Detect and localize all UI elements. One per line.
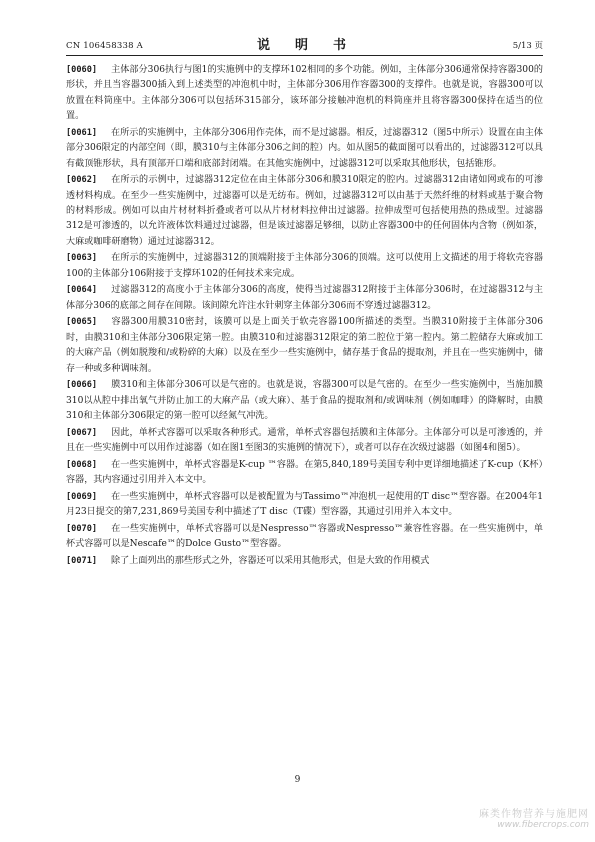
paragraph-text: 容器300用膜310密封，该膜可以是上面关于软壳容器100所描述的类型。当膜310附接于主体部分306时，由膜310和主体部分306限定第一腔。由膜310和过滤器312限定的第二腔位于第一腔内。第二腔储存大麻或加工的大麻产品（例如脱羧和/或粉碎的大麻）以及在至少一些实施例中，储存基于食品的提取剂，并且在一些实施例中，储存一种或多种调味剂。 [66,317,543,374]
paragraph-number: [0063] [66,253,98,264]
paragraph-text: 在所示的实施例中，过滤器312的顶端附接于主体部分306的顶端。这可以使用上文描述的用于将软壳容器100的主体部分106附接于支撑环102的任何技术来完成。 [66,253,543,279]
paragraph-number: [0061] [66,127,98,138]
document-body [66,63,543,570]
paragraph-text: 在所示的实施例中，主体部分306用作壳体，而不是过滤器。相反，过滤器312（图5中所示）设置在由主体部分306限定的内部空间（即，膜310与主体部分306之间的腔）内。如从图5的截面图可以看出的，过滤器312可以具有截顶锥形状，具有顶部开口端和底部封闭端。在其他实施例中，过滤器312可以采取其他形状，包括锥形。 [66,127,543,169]
paragraph-number: [0062] [66,175,98,186]
paragraph [66,63,543,125]
paragraph-text: 主体部分306执行与图1的实施例中的支撑环102相同的多个功能。例如，主体部分306通常保持容器300的形状，并且当容器300插入到上述类型的冲泡机中时，主体部分306用作容器300的支撑件。也就是说，容器300可以放置在料筒座中。主体部分306可以包括环315部分，该环部分接触冲泡机的料筒座并且将容器300保持在适当的位置。 [66,65,543,122]
paragraph [66,283,543,314]
paragraph-number: [0068] [66,459,98,470]
watermark-url: www.fibercrops.com [497,820,589,830]
paragraph-number: [0069] [66,491,98,502]
page-count: 5/13 页 [512,41,543,51]
paragraph [66,378,543,424]
paragraph-text: 在一些实施例中，单杯式容器是K-cup ™容器。在第5,840,189号美国专利中更详细地描述了K-cup（K杯）容器，其内容通过引用并入本文中。 [66,459,543,486]
watermark-site-name: 麻类作物营养与施肥网 [479,809,589,820]
paragraph [66,522,543,553]
paragraph-number: [0067] [66,427,98,438]
paragraph [66,554,543,569]
paragraph [66,458,543,489]
paragraph-number: [0066] [66,380,98,391]
patent-number: CN 106458338 A [66,41,143,51]
paragraph [66,315,543,377]
watermark [479,805,589,830]
paragraph [66,490,543,521]
paragraph-number: [0070] [66,523,98,534]
paragraph [66,251,543,282]
paragraph-text: 在一些实施例中，单杯式容器可以是被配置为与Tassimo™冲泡机一起使用的T disc™型容器。在2004年1月23日提交的第7,231,869号美国专利中描述了T disc（T碟）型容器，其通过引用并入本文中。 [66,491,543,518]
paragraph-number: [0060] [66,65,98,75]
paragraph-number: [0071] [66,555,98,566]
paragraph-number: [0065] [66,317,98,328]
document-title: 说 明 书 [256,38,352,53]
paragraph-text: 膜310和主体部分306可以是气密的。也就是说，容器300可以是气密的。在至少一些实施例中，当施加膜310以从腔中排出氧气并防止加工的大麻产品（或大麻）、基于食品的提取剂和/或调味剂（例如咖啡）的降解时，由膜310和主体部分306限定的第一腔可以经氮气冲洗。 [66,380,543,422]
page-number: 9 [294,775,301,785]
paragraph [66,126,543,172]
paragraph [66,173,543,250]
header-rule [66,55,543,56]
paragraph-text: 过滤器312的高度小于主体部分306的高度，使得当过滤器312附接于主体部分306时，在过滤器312与主体部分306的底部之间存在间隙。该间隙允许注水针刺穿主体部分306而不穿透过滤器312。 [66,285,543,311]
paragraph-text: 在所示的示例中，过滤器312定位在由主体部分306和膜310限定的腔内。过滤器312由诸如网或布的可渗透材料构成。在至少一些实施例中，过滤器可以是无纺布。例如，过滤器312可以由基于天然纤维的材料或基于聚合物的材料形成。例如可以由片材材料折叠或者可以从片材材料拉伸出过滤器。拉伸成型可包括使用热的热成型。过滤器312是可渗透的，以允许液体饮料通过过滤器，但是该过滤器足够细，以防止容器300中的任何固体内含物（例如茶，大麻或咖啡研磨物）通过过滤器312。 [66,175,543,247]
paragraph-number: [0064] [66,285,98,296]
paragraph-text: 在一些实施例中，单杯式容器可以是Nespresso™容器或Nespresso™兼容性容器。在一些实施例中，单杯式容器可以是Nescafe™的Dolce Gusto™型容器。 [66,523,543,550]
paragraph-text: 除了上面列出的那些形式之外，容器还可以采用其他形式，但是大致的作用模式 [111,555,430,566]
paragraph-text: 因此，单杯式容器可以采取各种形式。通常，单杯式容器包括膜和主体部分。主体部分可以是可渗透的，并且在一些实施例中可以用作过滤器（如在图1至图3的实施例的情况下），或者可以存在次级过滤器（如图4和图5）。 [66,427,543,454]
page-header [66,34,543,54]
paragraph [66,426,543,457]
